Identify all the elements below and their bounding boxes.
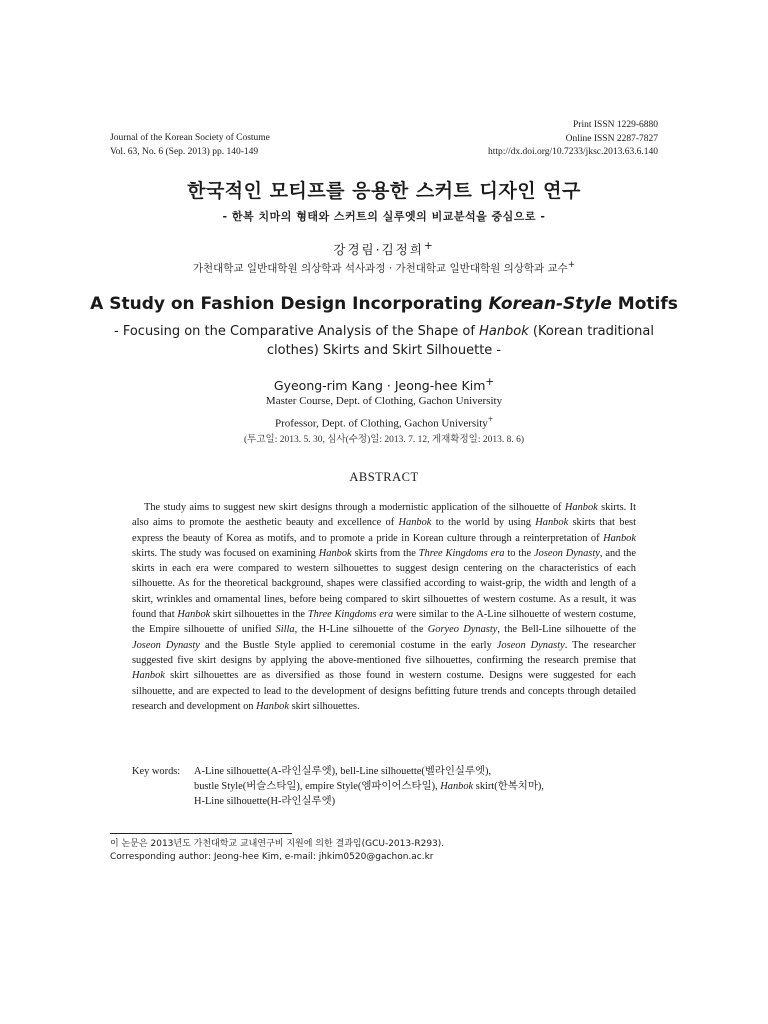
abstract-text-run: skirts from the	[351, 547, 419, 559]
abstract-text-run: , and the skirts in each era were compared to western silhouettes to suggest design centering on the characteristics of each silhouette. As for the theoretical background, shapes were classified according to waist-grip, the width and length of a skirt, wrinkles and ornamental lines, before being compared to skirt silhouettes of western costume. As a result, it was found that	[132, 547, 636, 621]
online-issn: Online ISSN 2287-7827	[565, 133, 658, 144]
abstract-italic-term: Joseon Dynasty	[534, 547, 600, 559]
english-affiliation-1: Master Course, Dept. of Clothing, Gachon University	[265, 395, 503, 407]
abstract-text-run: to the	[504, 547, 535, 559]
english-author-names: Gyeong-rim Kang · Jeong-hee Kim	[273, 378, 486, 394]
abstract-text-run: . The researcher suggested five skirt designs by applying the above-mentioned five silhouettes, confirming the research premise that	[132, 639, 637, 666]
english-title-italic: Korean-Style	[488, 294, 612, 314]
volume-info: Vol. 63, No. 6 (Sep. 2013) pp. 140-149	[110, 146, 259, 157]
keywords-label: Key words:	[132, 766, 181, 777]
korean-author-names: 강경림·김정희	[333, 242, 424, 258]
abstract-text-run: , the Bell-Line silhouette of the	[497, 624, 636, 636]
abstract-italic-term: Hanbok	[177, 609, 211, 621]
english-title-pre: A Study on Fashion Design Incorporating	[90, 294, 489, 314]
keywords-text-2-pre: bustle Style(버슬스타일), empire Style(엠파이어스타일),	[194, 781, 441, 793]
abstract-italic-term: Silla	[275, 624, 295, 636]
footnotes	[110, 838, 444, 864]
english-affiliation-2-mark: +	[487, 414, 493, 424]
english-subtitle	[110, 322, 658, 360]
english-subtitle-post: (Korean traditional clothes) Skirts and Skirt Silhouette -	[266, 324, 654, 358]
abstract-text-run: skirts that best express the beauty of Korea as motifs, and to promote a pride in Korean culture through a reinterpretation of	[132, 517, 636, 544]
issn-header	[488, 119, 658, 160]
abstract-text-run: skirt silhouettes in the	[210, 609, 308, 621]
korean-affiliation-text: 가천대학교 일반대학원 의상학과 석사과정 · 가천대학교 일반대학원 의상학과 교수	[192, 262, 568, 275]
keywords	[132, 764, 652, 810]
abstract-italic-term: Goryeo Dynasty	[427, 624, 498, 636]
journal-header	[110, 132, 270, 159]
abstract-heading: ABSTRACT	[349, 470, 419, 484]
corresponding-author-note: Corresponding author: Jeong-hee Kim, e-mail: jhkim0520@gachon.ac.kr	[110, 852, 434, 862]
abstract-text-run: , the H-Line silhouette of the	[294, 624, 428, 636]
abstract-italic-term: Hanbok	[132, 670, 165, 682]
abstract-italic-term: Three Kingdoms era	[307, 609, 394, 621]
english-subtitle-italic: Hanbok	[479, 324, 529, 339]
keywords-line-1	[132, 764, 652, 779]
funding-note: 이 논문은 2013년도 가천대학교 교내연구비 지원에 의한 결과임(GCU-2013-R293).	[110, 839, 445, 849]
english-authors	[0, 376, 768, 393]
abstract-italic-term: Joseon Dynasty	[496, 639, 565, 651]
keywords-text-2-post: skirt(한복치마),	[473, 781, 544, 793]
abstract-italic-term: Joseon Dynasty	[132, 639, 200, 651]
keywords-line-3: H-Line silhouette(H-라인실루엣)	[194, 796, 336, 808]
journal-name: Journal of the Korean Society of Costume	[110, 133, 270, 143]
doi-link[interactable]: http://dx.doi.org/10.7233/jksc.2013.63.6.140	[487, 147, 658, 157]
abstract-italic-term: Hanbok	[318, 547, 352, 559]
submission-dates: (투고일: 2013. 5. 30, 심사(수정)일: 2013. 7. 12, 게재확정일: 2013. 8. 6)	[244, 435, 524, 445]
abstract-italic-term: Hanbok	[535, 517, 569, 529]
abstract-italic-term: Three Kingdoms era	[418, 547, 505, 559]
abstract-italic-term: Hanbok	[256, 700, 289, 712]
keywords-line-2	[132, 779, 652, 794]
korean-affiliation-mark: +	[567, 260, 576, 270]
english-subtitle-pre: - Focusing on the Comparative Analysis of the Shape of	[114, 324, 480, 339]
abstract-italic-term: Hanbok	[398, 517, 432, 529]
english-author-mark: +	[485, 376, 495, 388]
korean-authors	[0, 240, 768, 258]
abstract-italic-term: Hanbok	[603, 532, 636, 544]
abstract-text-run: to the world by using	[431, 517, 536, 529]
abstract-text-run: skirt silhouettes are as diversified as those found in western costume. Designs were suggested for each silhouette, and are expected to lead to the development of designs befitting future trends and concepts through detailed research and development on	[132, 670, 636, 712]
abstract-text-run: were similar to the A-Line silhouette of western costume, the Empire silhouette of unified	[132, 609, 636, 636]
abstract-text-run: skirts. The study was focused on examining	[132, 547, 319, 559]
korean-subtitle: - 한복 치마의 형태와 스커트의 실루엣의 비교분석을 중심으로 -	[222, 210, 546, 223]
korean-title: 한국적인 모티프를 응용한 스커트 디자인 연구	[187, 180, 581, 202]
english-affiliation-2	[0, 414, 768, 430]
korean-affiliation	[0, 260, 768, 276]
abstract-italic-term: Hanbok	[564, 502, 598, 513]
english-title	[0, 294, 768, 314]
abstract-text	[132, 500, 636, 714]
english-affiliation-2-text: Professor, Dept. of Clothing, Gachon University	[275, 417, 488, 430]
abstract-text-run: skirts. It also aims to promote the aesthetic beauty and excellence of	[132, 502, 636, 529]
print-issn: Print ISSN 1229-6880	[573, 120, 658, 130]
korean-author-mark: +	[423, 240, 435, 252]
footnote-divider	[110, 833, 292, 834]
abstract-text-run: and the Bustle Style applied to ceremonial costume in the early	[199, 639, 497, 651]
abstract-text-run: skirt silhouettes.	[288, 700, 360, 712]
english-title-post: Motifs	[611, 294, 678, 314]
keywords-text-1: A-Line silhouette(A-라인실루엣), bell-Line silhouette(벨라인실루엣),	[194, 766, 492, 777]
abstract-text-run: The study aims to suggest new skirt designs through a modernistic application of the silhouette of	[144, 502, 565, 513]
keywords-text-2-italic: Hanbok	[440, 781, 474, 793]
